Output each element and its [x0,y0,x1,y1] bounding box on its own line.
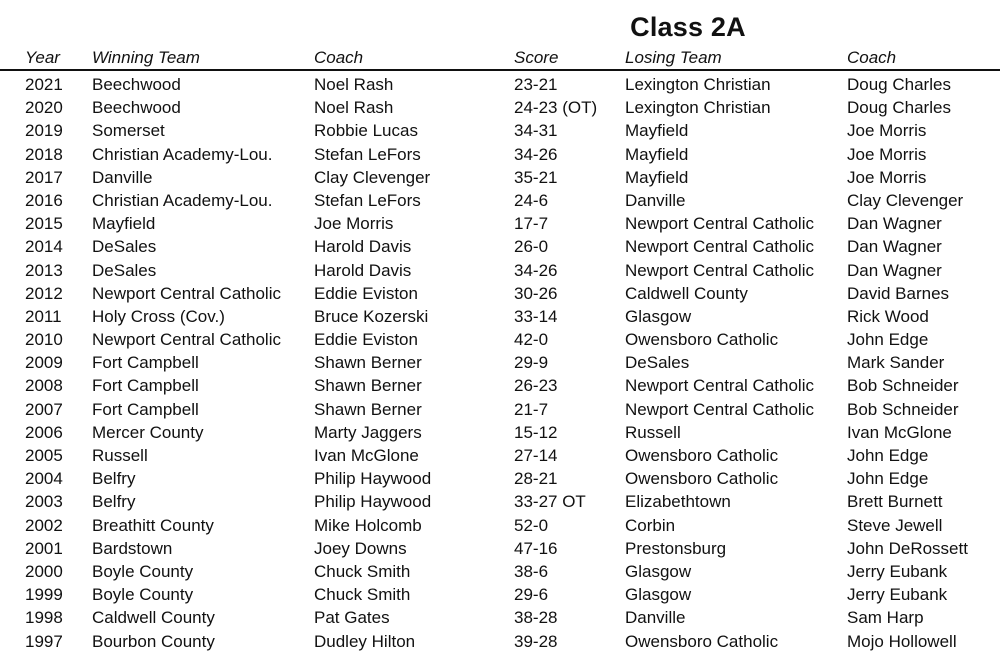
winning-team-cell: Somerset [92,121,165,141]
winning-coach-cell: Noel Rash [314,75,394,94]
table-row [0,282,1000,305]
losing-coach-cell: Joe Morris [847,121,927,141]
table-row [0,73,1000,96]
winning-coach-cell: Mike Holcomb [314,515,422,535]
winning-team-cell: Boyle County [92,585,194,605]
year-cell: 2005 [25,446,63,465]
score-cell: 38-28 [514,608,558,628]
losing-team-cell: Mayfield [625,167,689,187]
losing-coach-cell: Rick Wood [847,306,929,326]
losing-coach-cell: John Edge [847,446,929,465]
losing-coach-cell: John Edge [847,469,929,489]
header-year: Year [25,48,60,67]
results-table [0,47,1000,653]
year-cell: 2009 [25,353,63,373]
score-cell: 21-7 [514,399,549,419]
losing-coach-cell: Brett Burnett [847,492,943,512]
winning-team-cell: Russell [92,446,148,465]
losing-team-cell: Newport Central Catholic [625,260,814,280]
winning-coach-cell: Chuck Smith [314,585,411,605]
table-row [0,351,1000,374]
losing-coach-cell: John Edge [847,330,929,350]
winning-team-cell: Beechwood [92,75,181,94]
table-row [0,259,1000,282]
losing-coach-cell: Joe Morris [847,167,927,187]
losing-team-cell: Glasgow [625,306,692,326]
year-cell: 2007 [25,399,63,419]
losing-coach-cell: Steve Jewell [847,515,943,535]
losing-team-cell: Prestonsburg [625,538,727,558]
score-cell: 15-12 [514,422,558,442]
page-title: Class 2A [630,12,746,42]
losing-coach-cell: Clay Clevenger [847,190,964,210]
winning-team-cell: Newport Central Catholic [92,283,281,303]
table-row [0,514,1000,537]
score-cell: 33-27 OT [514,492,586,512]
year-cell: 2016 [25,190,63,210]
winning-coach-cell: Dudley Hilton [314,631,416,651]
score-cell: 26-23 [514,376,558,396]
score-cell: 26-0 [514,237,549,257]
losing-team-cell: Elizabethtown [625,492,731,512]
winning-coach-cell: Bruce Kozerski [314,306,429,326]
winning-team-cell: Mayfield [92,214,156,234]
winning-team-cell: Belfry [92,492,136,512]
winning-team-cell: Beechwood [92,98,181,118]
year-cell: 2014 [25,237,63,257]
losing-coach-cell: Ivan McGlone [847,422,952,442]
header-losing-team: Losing Team [625,48,722,67]
winning-team-cell: Bardstown [92,538,173,558]
losing-team-cell: Owensboro Catholic [625,469,779,489]
winning-team-cell: Breathitt County [92,515,214,535]
winning-coach-cell: Philip Haywood [314,469,432,489]
score-cell: 34-26 [514,260,558,280]
score-cell: 35-21 [514,167,558,187]
losing-team-cell: Danville [625,190,686,210]
table-row [0,212,1000,235]
score-cell: 52-0 [514,515,549,535]
year-cell: 2018 [25,144,63,164]
winning-coach-cell: Pat Gates [314,608,390,628]
table-row [0,166,1000,189]
winning-team-cell: Newport Central Catholic [92,330,281,350]
losing-team-cell: Glasgow [625,585,692,605]
losing-team-cell: Newport Central Catholic [625,214,814,234]
year-cell: 2017 [25,167,63,187]
winning-team-cell: Boyle County [92,561,194,581]
score-cell: 23-21 [514,75,558,94]
losing-team-cell: Owensboro Catholic [625,631,779,651]
losing-team-cell: Lexington Christian [625,98,771,118]
winning-team-cell: Danville [92,167,153,187]
table-row [0,583,1000,606]
table-row [0,421,1000,444]
score-cell: 34-26 [514,144,558,164]
table-row [0,119,1000,142]
winning-coach-cell: Joey Downs [314,538,407,558]
header-score: Score [514,48,559,67]
losing-team-cell: Danville [625,608,686,628]
winning-team-cell: Christian Academy-Lou. [92,190,273,210]
table-row [0,467,1000,490]
losing-team-cell: Owensboro Catholic [625,446,779,465]
year-cell: 2010 [25,330,63,350]
losing-team-cell: Lexington Christian [625,75,771,94]
table-row [0,490,1000,513]
year-cell: 2008 [25,376,63,396]
losing-coach-cell: Dan Wagner [847,237,942,257]
losing-coach-cell: David Barnes [847,283,950,303]
header-winning-team: Winning Team [92,48,200,67]
score-cell: 39-28 [514,631,558,651]
header-losing-coach: Coach [847,48,897,67]
winning-team-cell: Fort Campbell [92,376,199,396]
winning-team-cell: Holy Cross (Cov.) [92,306,225,326]
table-row [0,235,1000,258]
score-cell: 24-23 (OT) [514,98,598,118]
winning-team-cell: Mercer County [92,422,204,442]
winning-coach-cell: Philip Haywood [314,492,432,512]
table-row [0,537,1000,560]
losing-coach-cell: Jerry Eubank [847,585,948,605]
losing-coach-cell: Bob Schneider [847,399,959,419]
losing-team-cell: Mayfield [625,144,689,164]
losing-coach-cell: Joe Morris [847,144,927,164]
year-cell: 2004 [25,469,63,489]
year-cell: 2003 [25,492,63,512]
score-cell: 27-14 [514,446,558,465]
score-cell: 29-9 [514,353,549,373]
table-row [0,96,1000,119]
losing-coach-cell: Jerry Eubank [847,561,948,581]
losing-team-cell: Russell [625,422,681,442]
winning-team-cell: DeSales [92,260,157,280]
winning-coach-cell: Shawn Berner [314,376,422,396]
losing-coach-cell: Dan Wagner [847,260,942,280]
winning-coach-cell: Stefan LeFors [314,190,421,210]
winning-coach-cell: Marty Jaggers [314,422,422,442]
winning-coach-cell: Eddie Eviston [314,330,418,350]
table-row [0,374,1000,397]
header-winning-coach: Coach [314,48,364,67]
losing-coach-cell: Mark Sander [847,353,945,373]
winning-coach-cell: Harold Davis [314,260,412,280]
winning-coach-cell: Shawn Berner [314,399,422,419]
winning-coach-cell: Clay Clevenger [314,167,431,187]
table-row [0,560,1000,583]
year-cell: 1998 [25,608,63,628]
losing-team-cell: Corbin [625,515,676,535]
score-cell: 33-14 [514,306,558,326]
winning-coach-cell: Chuck Smith [314,561,411,581]
table-row [0,398,1000,421]
year-cell: 2021 [25,75,63,94]
losing-team-cell: Glasgow [625,561,692,581]
losing-team-cell: DeSales [625,353,690,373]
losing-coach-cell: Doug Charles [847,98,951,118]
losing-team-cell: Owensboro Catholic [625,330,779,350]
losing-team-cell: Newport Central Catholic [625,237,814,257]
winning-coach-cell: Eddie Eviston [314,283,418,303]
table-row [0,606,1000,629]
table-row [0,305,1000,328]
year-cell: 2000 [25,561,63,581]
year-cell: 2006 [25,422,63,442]
losing-coach-cell: Sam Harp [847,608,924,628]
score-cell: 47-16 [514,538,558,558]
winning-team-cell: Fort Campbell [92,353,199,373]
winning-coach-cell: Joe Morris [314,214,394,234]
score-cell: 30-26 [514,283,558,303]
losing-team-cell: Newport Central Catholic [625,376,814,396]
winning-coach-cell: Stefan LeFors [314,144,421,164]
winning-team-cell: Belfry [92,469,136,489]
winning-team-cell: DeSales [92,237,157,257]
losing-coach-cell: Mojo Hollowell [847,631,957,651]
winning-coach-cell: Harold Davis [314,237,412,257]
losing-team-cell: Mayfield [625,121,689,141]
year-cell: 2011 [25,306,62,326]
year-cell: 1999 [25,585,63,605]
losing-coach-cell: Doug Charles [847,75,951,94]
losing-team-cell: Caldwell County [625,283,748,303]
table-body [0,73,1000,653]
year-cell: 2001 [25,538,63,558]
winning-coach-cell: Shawn Berner [314,353,422,373]
winning-coach-cell: Robbie Lucas [314,121,418,141]
losing-coach-cell: John DeRossett [847,538,968,558]
table-row [0,328,1000,351]
score-cell: 29-6 [514,585,549,605]
year-cell: 2015 [25,214,63,234]
winning-team-cell: Caldwell County [92,608,215,628]
score-cell: 28-21 [514,469,558,489]
year-cell: 2020 [25,98,63,118]
winning-coach-cell: Ivan McGlone [314,446,419,465]
winning-team-cell: Bourbon County [92,631,215,651]
score-cell: 42-0 [514,330,549,350]
score-cell: 34-31 [514,121,558,141]
losing-coach-cell: Bob Schneider [847,376,959,396]
winning-team-cell: Christian Academy-Lou. [92,144,273,164]
year-cell: 2013 [25,260,63,280]
winning-team-cell: Fort Campbell [92,399,199,419]
table-row [0,189,1000,212]
table-row [0,143,1000,166]
year-cell: 2019 [25,121,63,141]
table-row [0,630,1000,653]
losing-team-cell: Newport Central Catholic [625,399,814,419]
winning-coach-cell: Noel Rash [314,98,394,118]
year-cell: 1997 [25,631,63,651]
score-cell: 17-7 [514,214,549,234]
year-cell: 2012 [25,283,63,303]
score-cell: 24-6 [514,190,549,210]
table-row [0,444,1000,467]
losing-coach-cell: Dan Wagner [847,214,942,234]
table-header [0,47,1000,71]
year-cell: 2002 [25,515,63,535]
score-cell: 38-6 [514,561,549,581]
